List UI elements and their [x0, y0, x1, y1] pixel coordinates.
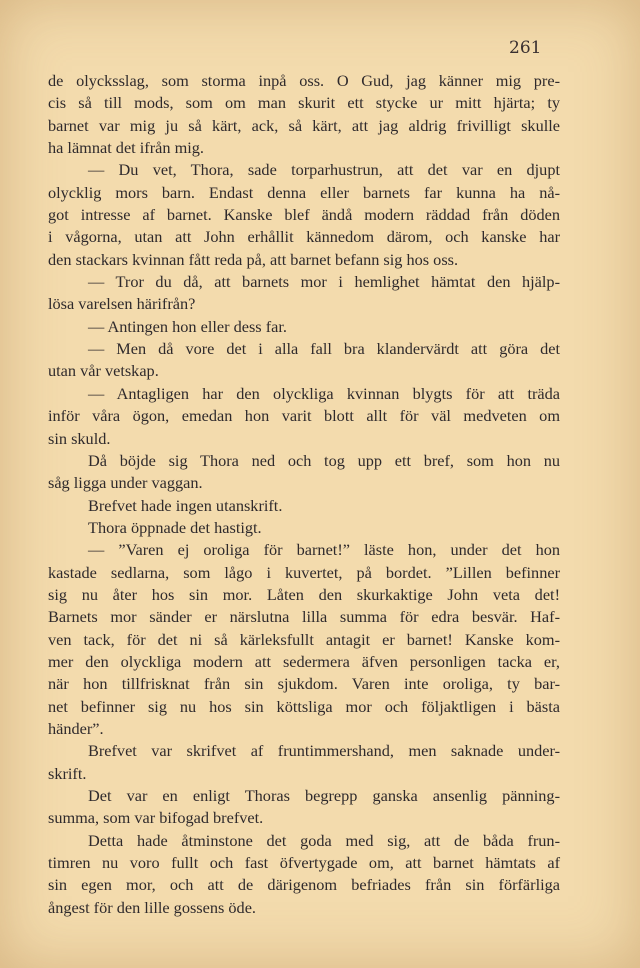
text-line: — Antingen hon eller dess far.: [88, 316, 287, 336]
text-line: Brefvet hade ingen utanskrift.: [88, 495, 283, 515]
text-line: — Antagligen har den olyckliga kvinnan blygts för att träda: [88, 383, 560, 403]
text-line: — Men då vore det i alla fall bra klandervärdt att göra det: [88, 339, 560, 359]
text-line: summa, som var bifogad brefvet.: [48, 808, 264, 828]
text-line: got intresse af barnet. Kanske blef ändå modern räddad från döden: [48, 205, 560, 225]
text-line: Då böjde sig Thora ned och tog upp ett bref, som hon nu: [88, 450, 560, 470]
text-line: de olycksslag, som storma inpå oss. O Gud, jag känner mig pre-: [48, 71, 560, 90]
text-line: ha lämnat det ifrån mig.: [48, 138, 204, 158]
text-line: i vågorna, utan att John erhållit kännedom därom, och kanske har: [48, 227, 560, 247]
text-line: kastade sedlarna, som lågo i kuvertet, på bordet. ”Lillen befinner: [48, 562, 560, 582]
text-line: olycklig mors barn. Endast denna eller barnets far kunna ha nå-: [48, 182, 560, 202]
text-line: Brefvet var skrifvet af fruntimmershand, men saknade under-: [88, 741, 560, 761]
text-line: händer”.: [48, 718, 104, 738]
text-line: Detta hade åtminstone det goda med sig, att de båda frun-: [88, 830, 560, 850]
text-line: utan vår vetskap.: [48, 361, 159, 381]
text-line: Thora öppnade det hastigt.: [88, 517, 262, 537]
page-text: [48, 70, 560, 919]
text-line: när hon tillfrisknat från sin sjukdom. Varen inte oroliga, ty bar-: [48, 674, 560, 694]
text-line: inför våra ögon, emedan hon varit blott allt för väl medveten om: [48, 406, 560, 426]
text-line: barnet var mig ju så kärt, ack, så kärt, att jag aldrig frivilligt skulle: [48, 115, 560, 135]
text-line: timren nu voro fullt och fast öfvertygade om, att barnet hämtats af: [48, 853, 560, 873]
text-line: ven tack, för det ni så kärleksfullt antagit er barnet! Kanske kom-: [48, 629, 560, 649]
text-line: sig nu åter hos sin mor. Låten den skurkaktige John veta det!: [48, 584, 560, 604]
text-line: mer den olyckliga modern att sedermera äfven personligen tacka er,: [48, 651, 560, 671]
text-line: Barnets mor sänder er närslutna lilla summa för edra besvär. Haf-: [48, 607, 560, 627]
text-line: såg ligga under vaggan.: [48, 473, 203, 493]
text-line: cis så till mods, som om man skurit ett stycke ur mitt hjärta; ty: [48, 93, 560, 113]
page-number: 261: [509, 38, 542, 58]
text-line: net befinner sig nu hos sin köttsliga mor och följaktligen i bästa: [48, 696, 560, 716]
text-line: den stackars kvinnan fått reda på, att barnet befann sig hos oss.: [48, 249, 459, 269]
text-line: sin skuld.: [48, 428, 111, 448]
text-line: — Tror du då, att barnets mor i hemlighet hämtat den hjälp-: [88, 272, 560, 292]
text-line: lösa varelsen härifrån?: [48, 294, 196, 314]
text-line: ångest för den lille gossens öde.: [48, 897, 256, 917]
text-line: Det var en enligt Thoras begrepp ganska ansenlig pänning-: [88, 786, 560, 805]
text-line: sin egen mor, och att de därigenom befriades från sin förfärliga: [48, 875, 560, 895]
text-line: — Du vet, Thora, sade torparhustrun, att det var en djupt: [88, 160, 560, 180]
text-line: — ”Varen ej oroliga för barnet!” läste hon, under det hon: [88, 540, 560, 560]
text-line: skrift.: [48, 763, 87, 783]
